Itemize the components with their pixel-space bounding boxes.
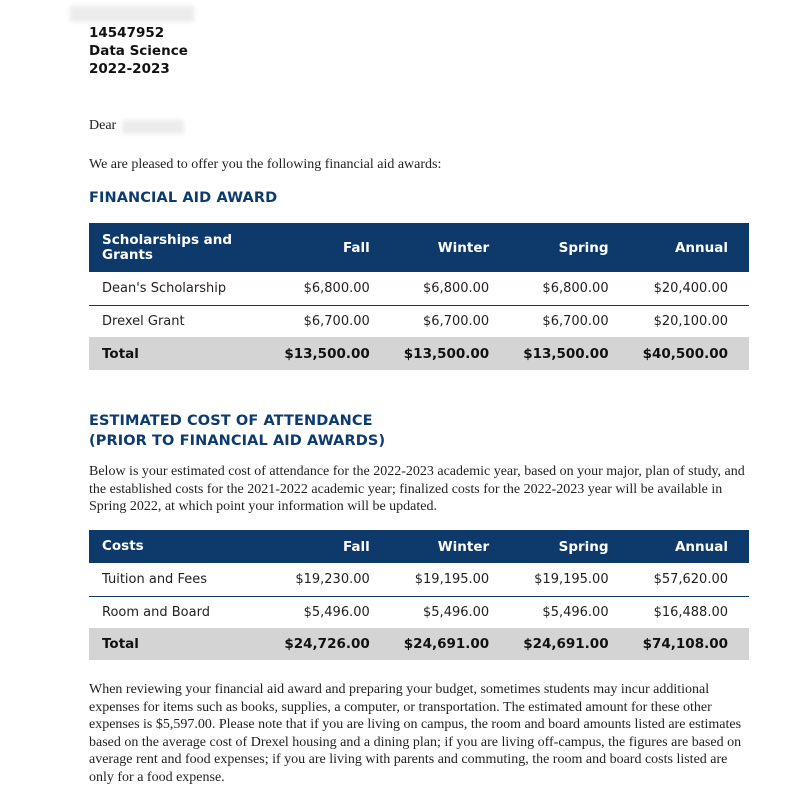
table-cell: Tuition and Fees bbox=[89, 563, 271, 596]
total-cell: $13,500.00 bbox=[271, 337, 390, 370]
table-cell: $19,195.00 bbox=[510, 563, 629, 596]
total-cell: Total bbox=[89, 337, 271, 370]
salutation: Dear bbox=[89, 118, 117, 133]
student-id: 14547952 bbox=[89, 25, 165, 41]
total-row bbox=[89, 628, 749, 660]
academic-year: 2022-2023 bbox=[89, 61, 170, 77]
table-cell: $20,100.00 bbox=[653, 313, 728, 329]
aid-section-title: FINANCIAL AID AWARD bbox=[89, 190, 278, 206]
column-header: Annual bbox=[630, 223, 749, 272]
redacted-name-salutation bbox=[122, 120, 184, 134]
column-header: Fall bbox=[271, 223, 390, 272]
total-cell: $24,691.00 bbox=[510, 628, 629, 660]
column-header: Costs bbox=[89, 530, 271, 563]
table-cell: $16,488.00 bbox=[653, 604, 728, 620]
table-header-row bbox=[89, 223, 749, 272]
table-row bbox=[89, 596, 749, 628]
table-cell: $19,230.00 bbox=[271, 563, 390, 596]
financial-aid-table bbox=[89, 223, 749, 370]
total-cell: $40,500.00 bbox=[630, 337, 749, 370]
column-header: Winter bbox=[391, 223, 510, 272]
table-header-row bbox=[89, 530, 749, 563]
table-cell: $6,700.00 bbox=[542, 313, 609, 329]
table-row bbox=[89, 305, 749, 337]
table-cell: $19,195.00 bbox=[391, 563, 510, 596]
total-cell: Total bbox=[89, 628, 271, 660]
column-header: Annual bbox=[630, 530, 749, 563]
intro-text: We are pleased to offer you the following financial aid awards: bbox=[89, 157, 442, 172]
table-cell: $5,496.00 bbox=[303, 604, 370, 620]
cost-intro-text: Below is your estimated cost of attendance for the 2022-2023 academic year, based on your major, plan of study, and the established costs for the 2021-2022 academic year; finalized costs for the 2022-2023 year will be available in Spring 2022, at which point your information will be updated. bbox=[89, 464, 745, 514]
table-cell: $6,700.00 bbox=[423, 313, 490, 329]
letter-header bbox=[89, 24, 188, 78]
table-cell: Drexel Grant bbox=[102, 313, 185, 329]
total-cell: $74,108.00 bbox=[630, 628, 749, 660]
cost-section-title bbox=[89, 411, 385, 451]
column-header: Winter bbox=[391, 530, 510, 563]
table-cell: Room and Board bbox=[102, 604, 210, 620]
total-cell: $13,500.00 bbox=[510, 337, 629, 370]
redacted-name-top bbox=[70, 6, 194, 22]
column-header: Scholarships and Grants bbox=[89, 223, 271, 272]
table-row bbox=[89, 272, 749, 305]
table-row bbox=[89, 563, 749, 596]
total-row bbox=[89, 337, 749, 370]
table-cell: $57,620.00 bbox=[630, 563, 749, 596]
table-cell: $5,496.00 bbox=[423, 604, 490, 620]
program-name: Data Science bbox=[89, 43, 188, 59]
table-cell: $20,400.00 bbox=[630, 272, 749, 305]
closing-text: When reviewing your financial aid award and preparing your budget, sometimes students may incur additional expenses for items such as books, supplies, a computer, or transportation. The estimated amount for these other expenses is $5,597.00. Please note that if you are living on campus, the room and board amounts listed are estimates based on the average cost of Drexel housing and a dining plan; if you are living off-campus, the figures are based on average rent and food expenses; if you are living with parents and commuting, the room and board costs listed are only for a food expense. bbox=[89, 682, 742, 785]
table-cell: $6,800.00 bbox=[391, 272, 510, 305]
column-header: Spring bbox=[510, 530, 629, 563]
cost-section-title-line2: (PRIOR TO FINANCIAL AID AWARDS) bbox=[89, 433, 386, 449]
total-cell: $13,500.00 bbox=[391, 337, 510, 370]
column-header: Fall bbox=[271, 530, 390, 563]
column-header: Spring bbox=[510, 223, 629, 272]
table-cell: $6,800.00 bbox=[271, 272, 390, 305]
cost-section-title-line1: ESTIMATED COST OF ATTENDANCE bbox=[89, 413, 373, 429]
total-cell: $24,691.00 bbox=[391, 628, 510, 660]
table-cell: Dean's Scholarship bbox=[89, 272, 271, 305]
table-cell: $5,496.00 bbox=[542, 604, 609, 620]
total-cell: $24,726.00 bbox=[271, 628, 390, 660]
cost-table bbox=[89, 530, 749, 660]
table-cell: $6,800.00 bbox=[510, 272, 629, 305]
table-cell: $6,700.00 bbox=[303, 313, 370, 329]
